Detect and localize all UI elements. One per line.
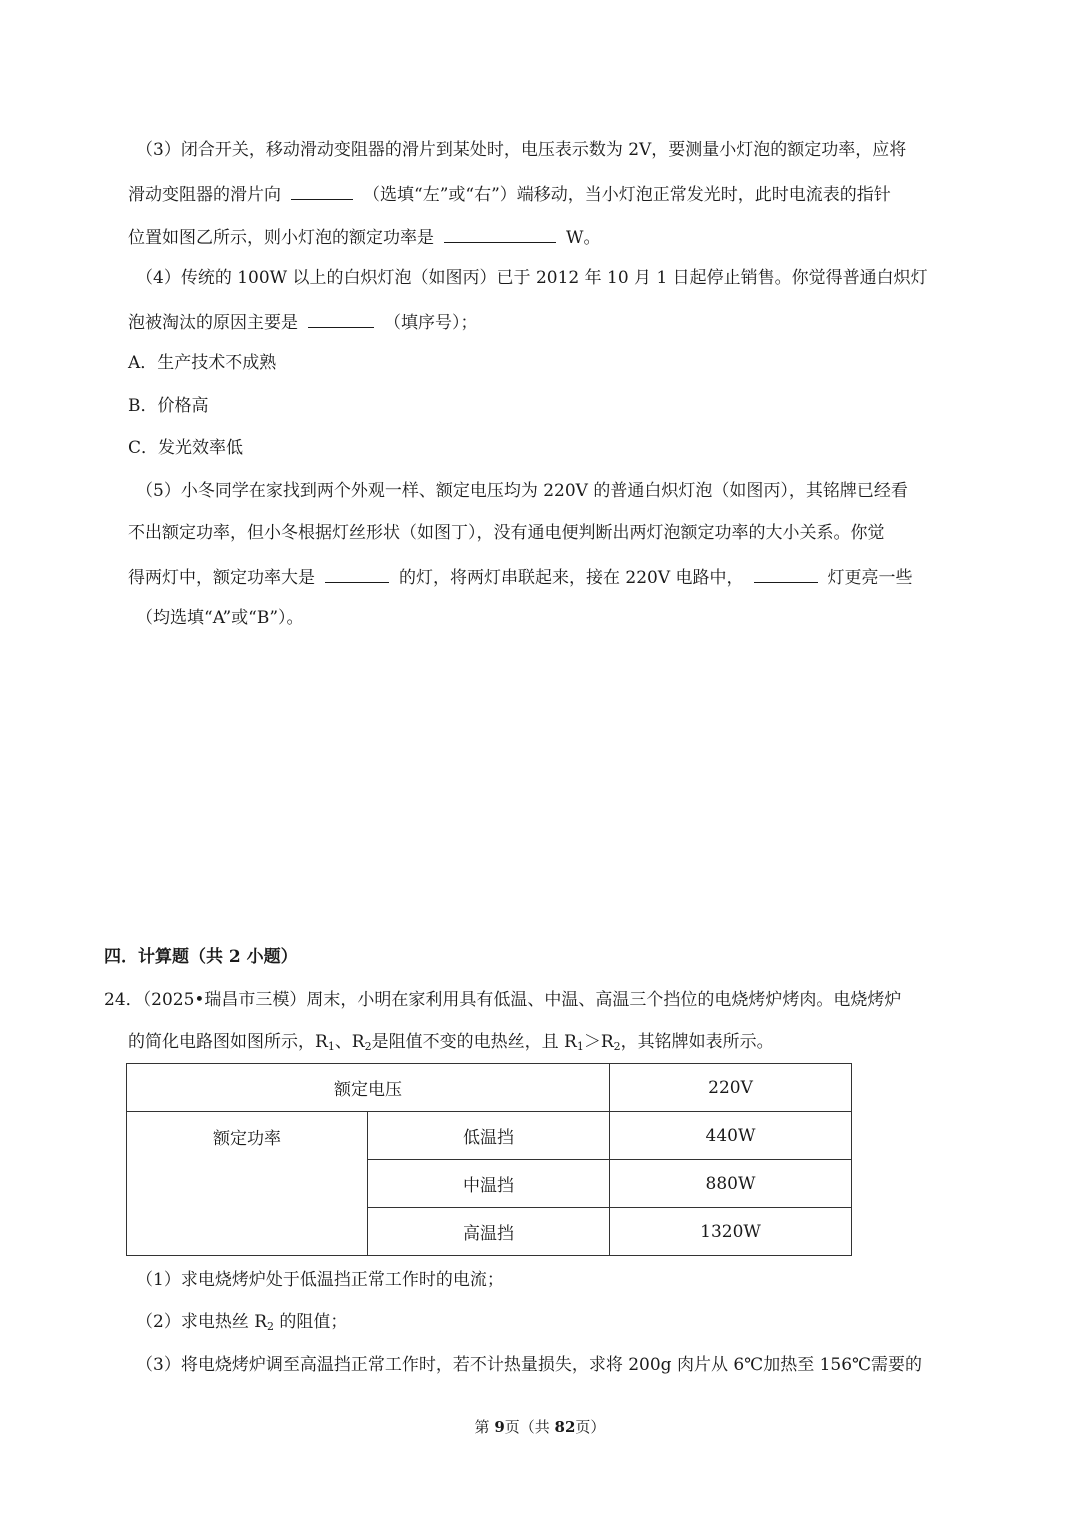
q4-line2	[128, 309, 976, 335]
nameplate-table	[126, 1063, 852, 1256]
answer-blank[interactable]	[325, 564, 389, 583]
q24-line2-text-a: 的简化电路图如图所示，R	[128, 1032, 328, 1052]
page-number: 9	[494, 1418, 505, 1436]
q3-line1: （3）闭合开关，移动滑动变阻器的滑片到某处时，电压表示数为 2V，要测量小灯泡的额定功率，应将	[136, 140, 907, 160]
section-heading: 四．计算题（共 2 小题）	[104, 947, 298, 967]
answer-blank[interactable]	[291, 181, 353, 200]
q5-line3-text-a: 得两灯中，额定功率大是	[128, 568, 315, 588]
q4-option-b: B．价格高	[128, 396, 209, 416]
gear-cell: 低温挡	[368, 1112, 610, 1160]
rated-voltage-label: 额定电压	[127, 1064, 610, 1112]
q4-option-a: A．生产技术不成熟	[128, 353, 277, 373]
gear-cell: 高温挡	[368, 1208, 610, 1256]
q4-line1: （4）传统的 100W 以上的白炽灯泡（如图丙）已于 2012 年 10 月 1 日起停止销售。你觉得普通白炽灯	[136, 268, 928, 288]
subscript: 2	[267, 1320, 275, 1333]
q4-line2-text-a: 泡被淘汰的原因主要是	[128, 313, 298, 333]
page-footer	[0, 1416, 1080, 1438]
q4-line2-text-b: （填序号）；	[384, 313, 478, 333]
q4-option-c: C．发光效率低	[128, 438, 244, 458]
q5-line3-text-c: 灯更亮一些	[827, 568, 913, 588]
footer-text-a: 第	[474, 1418, 495, 1436]
q5-line3-text-b: 的灯，将两灯串联起来，接在 220V 电路中，	[399, 568, 744, 588]
q3-line2-text-b: （选填“左”或“右”）端移动，当小灯泡正常发光时，此时电流表的指针	[363, 185, 891, 205]
subscript: 2	[613, 1040, 621, 1053]
q3-line2	[128, 181, 976, 207]
q24-sub2-text-a: （2）求电热丝 R	[136, 1312, 268, 1332]
q3-line2-text-a: 滑动变阻器的滑片向	[128, 185, 281, 205]
table-row	[127, 1064, 852, 1112]
subscript: 2	[364, 1040, 372, 1053]
gear-cell: 中温挡	[368, 1160, 610, 1208]
q3-line3	[128, 224, 976, 250]
answer-blank[interactable]	[308, 309, 374, 328]
power-cell: 440W	[610, 1112, 852, 1160]
subscript: 1	[327, 1040, 335, 1053]
q24-line2-text-c: 是阻值不变的电热丝，且 R	[371, 1032, 577, 1052]
footer-text-c: 页）	[575, 1418, 606, 1436]
q24-sub2	[136, 1310, 976, 1339]
answer-blank[interactable]	[754, 564, 818, 583]
answer-blank[interactable]	[444, 224, 556, 243]
rated-voltage-value: 220V	[610, 1064, 852, 1112]
subscript: 1	[576, 1040, 584, 1053]
q24-line2-text-b: 、R	[334, 1032, 365, 1052]
total-pages: 82	[554, 1418, 576, 1436]
q5-line1: （5）小冬同学在家找到两个外观一样、额定电压均为 220V 的普通白炽灯泡（如图丙），其铭牌已经看	[136, 481, 908, 501]
power-cell: 880W	[610, 1160, 852, 1208]
q24-sub3: （3）将电烧烤炉调至高温挡正常工作时，若不计热量损失，求将 200g 肉片从 6℃加热至 156℃需要的	[136, 1355, 923, 1375]
q24-sub2-text-b: 的阻值；	[274, 1312, 348, 1332]
q24-sub1: （1）求电烧烤炉处于低温挡正常工作时的电流；	[136, 1270, 504, 1290]
q5-line2: 不出额定功率，但小冬根据灯丝形状（如图丁），没有通电便判断出两灯泡额定功率的大小关系。你觉	[128, 523, 885, 543]
footer-text-b: 页（共	[504, 1418, 555, 1436]
q5-line4: （均选填“A”或“B”）。	[136, 608, 304, 628]
power-cell: 1320W	[610, 1208, 852, 1256]
q24-line2	[128, 1030, 976, 1059]
q5-line3	[128, 564, 976, 590]
q3-line3-text-a: 位置如图乙所示，则小灯泡的额定功率是	[128, 228, 434, 248]
table-row	[127, 1112, 852, 1160]
q24-line2-text-d: ＞R	[583, 1032, 614, 1052]
q24-line1: 24．（2025•瑞昌市三模）周末，小明在家利用具有低温、中温、高温三个挡位的电烧烤炉烤肉。电烧烤炉	[104, 990, 902, 1010]
q24-line2-text-e: ，其铭牌如表所示。	[620, 1032, 774, 1052]
q3-line3-text-b: W。	[566, 228, 601, 248]
rated-power-label: 额定功率	[127, 1112, 368, 1256]
